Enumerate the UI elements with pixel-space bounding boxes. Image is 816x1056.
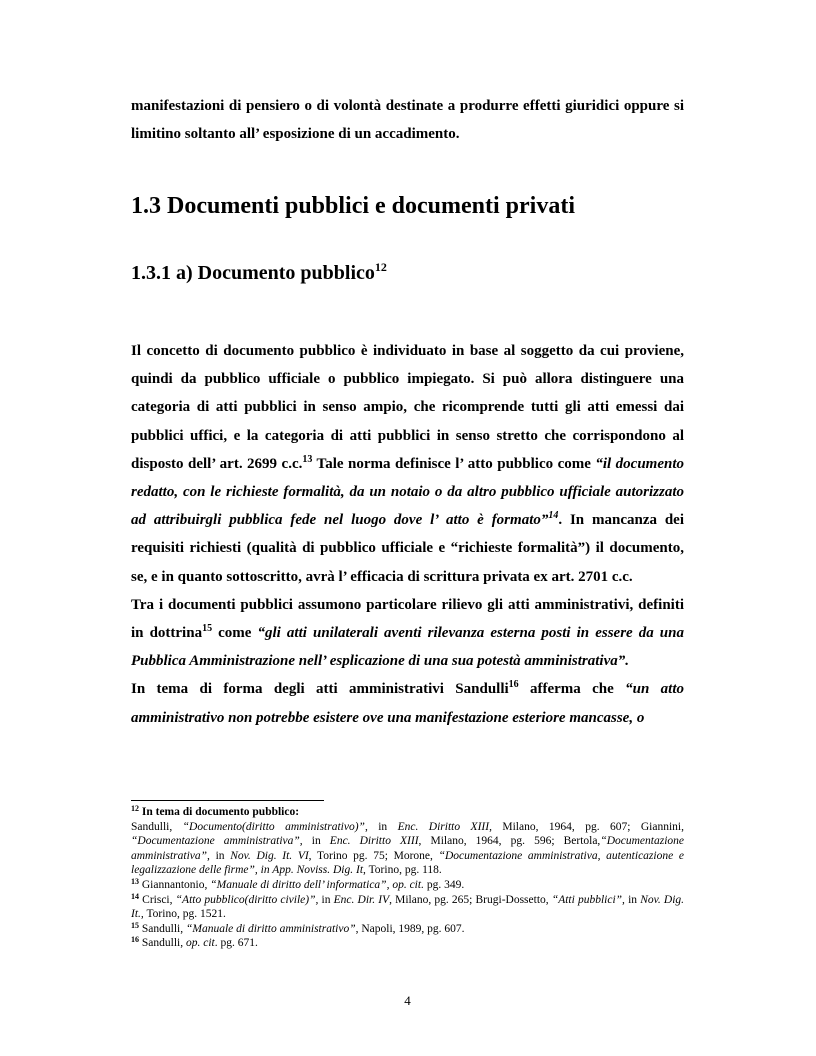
body-paragraph-1 [131,337,684,591]
subsection-heading [131,262,387,285]
body-p3-b: afferma che [518,681,626,698]
footnote-16: $^{16}$ Sandulli, op. cit. pg. 671. [131,935,258,950]
body-p3-a: In tema di forma degli atti amministrativi Sandulli [131,681,509,698]
subsection-title: 1.3.1 a) Documento pubblico [131,262,375,284]
footnote-ref-15: 15 [202,623,213,635]
footnote-ref-13: 13 [302,453,313,465]
body-p1-c: . In mancanza dei requisiti richiesti (qualità di pubblico ufficiale e “richieste formalità”) il documento, se, e in quanto sottoscritto, avrà l’ efficacia di scrittura privata ex art. 2701 c.c. [131,512,684,585]
footnotes [131,805,684,951]
body-p1-quote: “il documento redatto, con le richieste formalità, da un notaio o da altro pubblico ufficiale autorizzato ad attribuirgli pubblica fede nel luogo dove l’ atto è formato” [131,455,685,529]
body-p2-a: Tra i documenti pubblici assumono particolare rilievo gli atti amministrativi, definiti in dottrina [131,596,684,642]
page-number: 4 [404,993,411,1008]
body-p1-b: Tale norma definisce l’ atto pubblico come [312,455,596,472]
body-p2-b: come [212,625,258,642]
section-heading: 1.3 Documenti pubblici e documenti privati [131,193,576,219]
body-paragraph-2 [131,591,684,676]
intro-paragraph: manifestazioni di pensiero o di volontà destinate a produrre effetti giuridici oppure si limitino soltanto all’ esposizione di un accadimento. [131,98,684,143]
body-p1-a: Il concetto di documento pubblico è individuato in base al soggetto da cui proviene, quindi da pubblico ufficiale o pubblico impiegato. Si può allora distinguere una categoria di atti pubblici in senso ampio, che ricomprende tutti gli atti emessi dai pubblici uffici, e la categoria di atti pubblici in senso stretto che corrispondono al disposto dell’ art. 2699 c.c. [131,343,684,472]
body-text [131,337,684,732]
footnote-ref-14: 14 [548,510,559,522]
footnote-15: $^{15}$ Sandulli, “Manuale di diritto amministrativo”, Napoli, 1989, pg. 607. [131,920,465,935]
body-paragraph-3 [131,675,684,731]
footnote-separator [131,800,324,801]
footnote-ref-16: 16 [508,679,519,691]
footnote-14: $^{14}$ Crisci, “Atto pubblico(diritto civile)”, in Enc. Dir. IV, Milano, pg. 265; Brugi-Dossetto, “Atti pubblici”, in Nov. Dig. It., Torino, pg. 1521. [131,891,685,921]
body-p3-quote: “un atto amministrativo non potrebbe esistere ove una manifestazione esteriore mancasse, o [131,681,684,726]
footnote-13: $^{13}$ Giannantonio, “Manuale di diritto dell’ informatica”, op. cit. pg. 349. [131,876,465,891]
footnote-ref-12: 12 [374,260,387,274]
footnote-12: $^{12}$ In tema di documento pubblico: Sandulli, “Documento(diritto amministrativo)”, in Enc. Diritto XIII, Milano, 1964, pg. 607; Giannini, “Documentazione amministrativa”, in Enc. Diritto XIII, Milano, 1964, pg. 596; Bertola,“Documentazione amministrativa”, in Nov. Dig. It. VI, Torino pg. 75; Morone, “Documentazione amministrativa, autenticazione e legalizzazione delle firme”, in App. Noviss. Dig. It, Torino, pg. 118. [131,804,684,877]
body-p2-quote: “gli atti unilaterali aventi rilevanza esterna posti in essere da una Pubblica Amministrazione nell’ esplicazione di una sua potestà amministrativa”. [131,625,684,670]
